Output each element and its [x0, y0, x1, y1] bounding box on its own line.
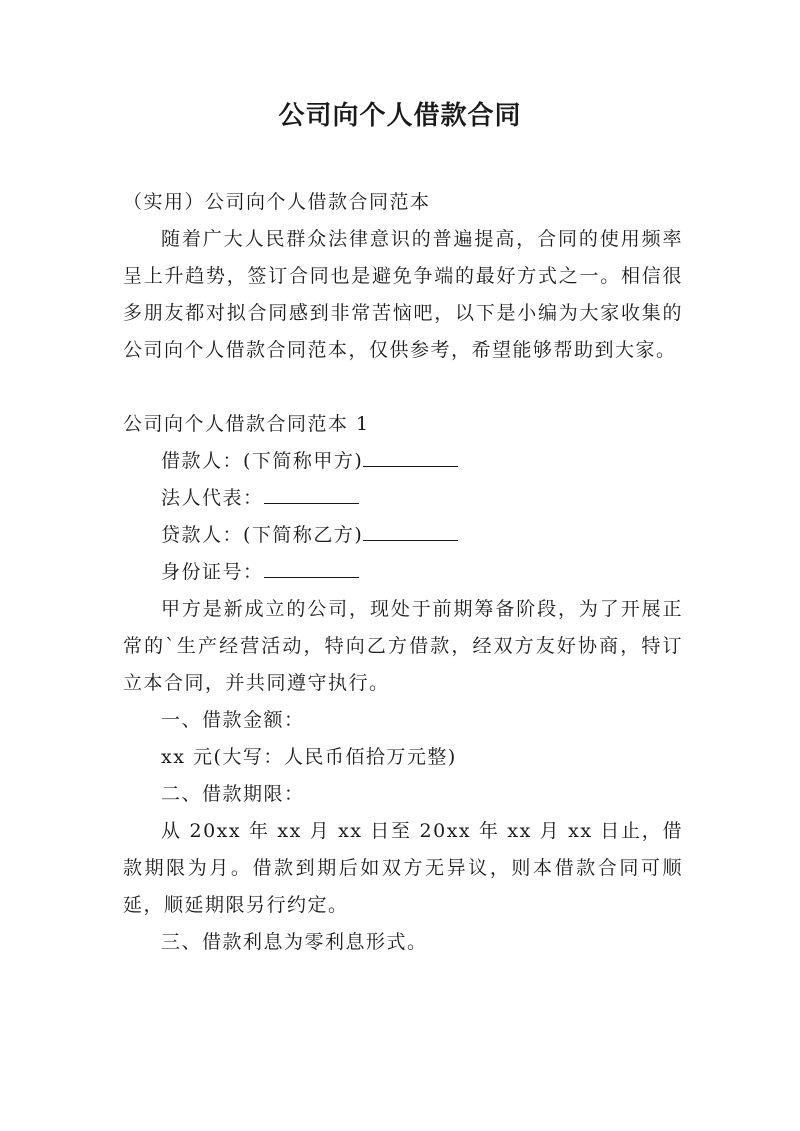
document-subtitle: （实用）公司向个人借款合同范本 [123, 191, 431, 213]
document-title: 公司向个人借款合同 [278, 101, 522, 131]
legal-representative-field [123, 480, 683, 517]
body-paragraph-purpose: 甲方是新成立的公司，现处于前期筹备阶段，为了开展正常的`生产经营活动，特向乙方借款，经双方友好协商，特订立本合同，并共同遵守执行。 [123, 598, 683, 694]
clause-interest: 三、借款利息为零利息形式。 [161, 931, 428, 953]
intro-paragraph: 随着广大人民群众法律意识的普遍提高，合同的使用频率呈上升趋势，签订合同也是避免争端的最好方式之一。相信很多朋友都对拟合同感到非常苦恼吧，以下是小编为大家收集的公司向个人借款合同范本，仅供参考，希望能够帮助到大家。 [123, 228, 683, 361]
paragraph-spacer [123, 369, 683, 406]
legal-representative-blank [264, 481, 359, 504]
clause-term-value: 从 20xx 年 xx 月 xx 日至 20xx 年 xx 月 xx 日止，借款期限为月。借款到期后如双方无异议，则本借款合同可顺延，顺延期限另行约定。 [123, 820, 683, 916]
clause-amount-value: xx 元(大写：人民币佰拾万元整) [161, 746, 457, 768]
id-number-field [123, 554, 683, 591]
section-heading: 公司向个人借款合同范本 1 [123, 413, 370, 435]
borrower-field [123, 443, 683, 480]
legal-representative-label: 法人代表： [161, 487, 264, 509]
lender-label: 贷款人：(下简称乙方) [161, 524, 364, 546]
id-number-label: 身份证号： [161, 561, 264, 583]
document-body [123, 184, 683, 961]
id-number-blank [264, 555, 359, 578]
borrower-label: 借款人：(下简称甲方) [161, 450, 364, 472]
lender-blank [363, 518, 458, 541]
lender-field [123, 517, 683, 554]
clause-heading-term: 二、借款期限： [161, 783, 305, 805]
clause-heading-amount: 一、借款金额： [161, 709, 305, 731]
borrower-blank [363, 444, 458, 467]
